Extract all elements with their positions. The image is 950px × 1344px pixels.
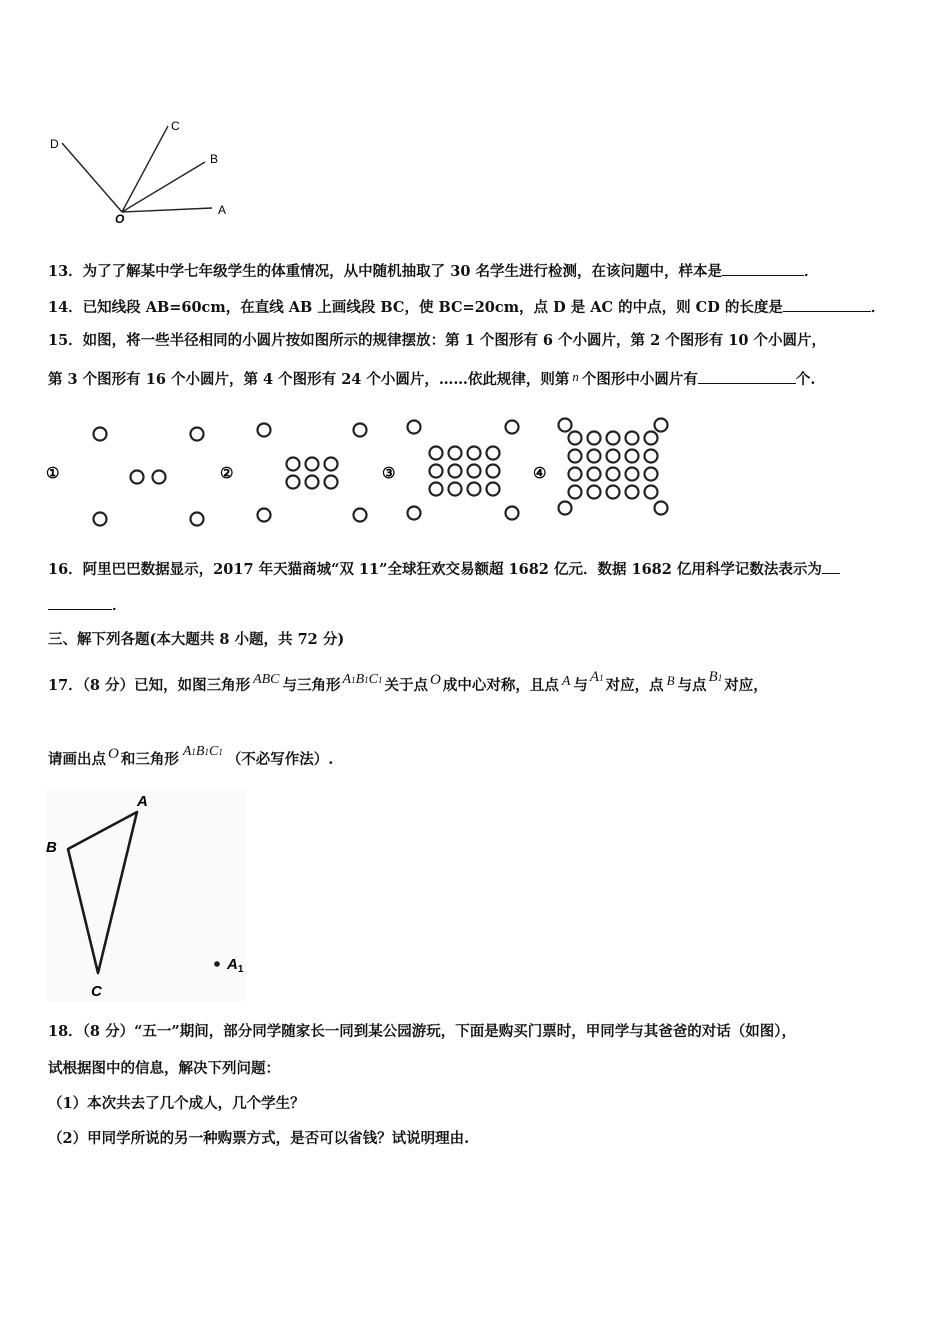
ray-oc [122,126,168,212]
ray-od [62,143,122,212]
question-17-line-2 [48,742,333,770]
q14-answer-blank[interactable] [783,297,871,312]
q17-a1: A1 [589,669,604,685]
q17-abc: ABC [253,672,280,687]
triangle-figure [40,785,260,1005]
question-16 [48,559,840,580]
section-3-text: 三、解下列各题(本大题共 8 小题，共 72 分) [48,631,345,648]
pattern-2 [258,424,367,522]
label-d: D [50,137,59,151]
q17-b: B [666,673,675,688]
q15-line2b: 个图形中小圆片有 [581,371,698,388]
q17-l2-o: O [108,746,119,762]
q17-l2c: （不必写作法）. [226,751,334,768]
q15-end: 个. [795,371,816,388]
q15-line2a: 第 3 个图形有 16 个小圆片，第 4 个图形有 24 个小圆片，……依此规律，则第 [48,371,570,388]
pattern-1 [94,428,204,526]
pattern-label-2: ② [220,465,234,482]
q13-text: 13．为了了解某中学七年级学生的体重情况，从中随机抽取了 30 名学生进行检测，在该问题中，样本是 [48,263,722,280]
pattern-label-1: ① [46,465,60,482]
q15-line1: 15．如图，将一些半径相同的小圆片按如图所示的规律摆放：第 1 个图形有 6 个小圆片，第 2 个图形有 10 个小圆片， [48,332,827,349]
question-18-sub-2 [48,1129,469,1149]
q17-p2: 与三角形 [282,677,341,694]
pattern-4 [559,419,668,515]
q14-text: 14．已知线段 AB=60cm，在直线 AB 上画线段 BC，使 BC=20cm，点 D 是 AC 的中点，则 CD 的长度是 [48,299,783,316]
q15-n: n [572,369,579,384]
pattern-3 [408,421,519,520]
point-a1 [214,961,220,967]
label-b: B [46,839,57,856]
q16-text: 16．阿里巴巴数据显示，2017 年天猫商城“双 11”全球狂欢交易额超 1682 亿元．数据 1682 亿用科学记数法表示为 [48,561,822,578]
q17-p1: 17．（8 分）已知，如图三角形 [48,677,251,694]
question-13 [48,261,818,282]
question-15-line-1 [48,331,826,351]
q17-p3: 关于点 [384,677,428,694]
q17-p6: 对应，点 [605,677,664,694]
q18-sub1: （1）本次共去了几个成人，几个学生？ [48,1095,305,1112]
question-15-line-2 [48,367,815,390]
label-c: C [91,983,102,1000]
q18-sub2: （2）甲同学所说的另一种购票方式，是否可以省钱？试说明理由. [48,1130,470,1147]
question-16-cont [48,595,127,616]
q14-end: ． [870,299,886,316]
question-17-line-1 [48,667,768,696]
label-a: A [137,793,148,810]
angle-rays-figure [40,110,240,230]
q18-line2: 试根据图中的信息，解决下列问题： [48,1060,280,1077]
q13-answer-blank[interactable] [722,261,804,276]
q17-p5: 与 [573,677,588,694]
q17-p8: 对应， [724,677,768,694]
ray-oa [122,208,212,212]
q17-p4: 成中心对称，且点 [442,677,559,694]
q17-p7: 与点 [677,677,707,694]
q18-line1: 18．（8 分）“五一”期间，部分同学随家长一同到某公园游玩，下面是购买门票时，甲同学与其爸爸的对话（如图）， [48,1023,796,1040]
section-3-title [48,630,344,650]
question-18-sub-1 [48,1094,305,1114]
label-c: C [171,119,180,133]
pattern-label-4: ④ [533,465,547,482]
q17-b1: B1 [708,669,723,685]
q17-a1b1c1: A1B1C1 [342,672,383,687]
q17-l2-a1b1c1: A1B1C1 [182,744,223,759]
q17-a: A [561,674,571,689]
label-b: B [210,152,219,166]
q17-l2a: 请画出点 [48,751,106,768]
question-18-line-2 [48,1059,280,1079]
q16-end: ． [112,597,127,614]
pattern-label-3: ③ [382,465,396,482]
label-a: A [218,203,227,217]
question-14 [48,297,885,318]
q16-answer-blank-2[interactable] [48,595,112,610]
q13-end: ． [803,263,819,280]
label-a1: $A_1$ [227,956,244,975]
q17-l2b: 和三角形 [120,751,179,768]
ray-ob [122,162,205,212]
label-o: O [115,212,125,226]
question-18-line-1 [48,1022,796,1042]
q16-answer-blank-1[interactable] [822,559,840,574]
circle-pattern-figure [40,410,690,535]
q15-answer-blank[interactable] [698,369,796,384]
q17-o: O [430,672,441,688]
